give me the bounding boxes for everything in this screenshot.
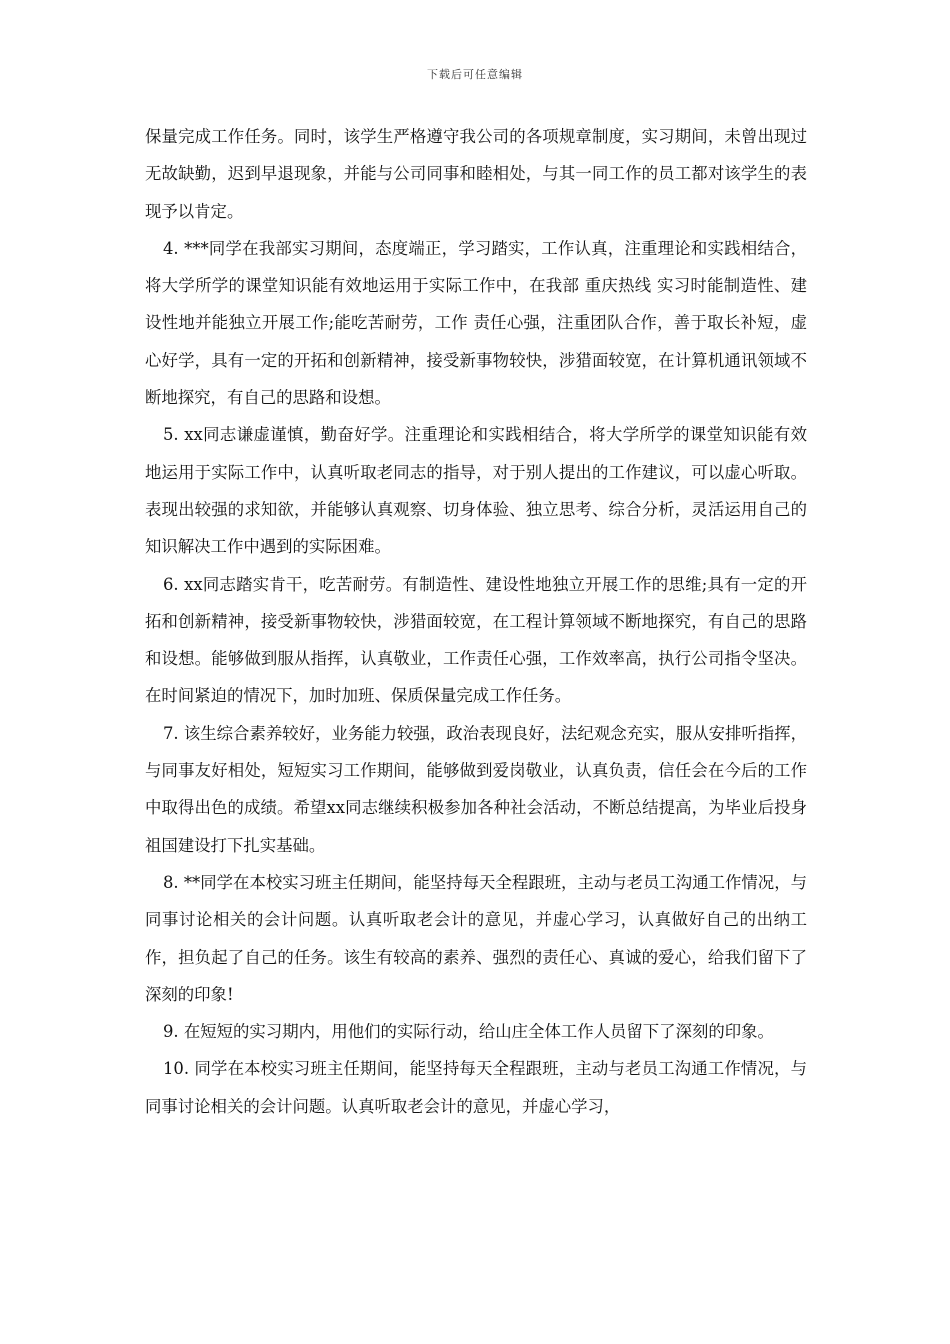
paragraph-item-10: 10. 同学在本校实习班主任期间，能坚持每天全程跟班，主动与老员工沟通工作情况，与同事讨论相关的会计问题。认真听取老会计的意见，并虚心学习， bbox=[145, 1059, 807, 1116]
paragraph-continuation: 保量完成工作任务。同时，该学生严格遵守我公司的各项规章制度，实习期间，未曾出现过无故缺勤，迟到早退现象，并能与公司同事和睦相处，与其一同工作的员工都对该学生的表现予以肯定。 bbox=[145, 127, 807, 221]
paragraph-item-9: 9. 在短短的实习期内，用他们的实际行动，给山庄全体工作人员留下了深刻的印象。 bbox=[163, 1022, 774, 1042]
paragraph-item-7: 7. 该生综合素养较好，业务能力较强，政治表现良好，法纪观念充实，服从安排听指挥，与同事友好相处，短短实习工作期间，能够做到爱岗敬业，认真负责，信任会在今后的工作中取得出色的成绩。希望xx同志继续积极参加各种社会活动，不断总结提高，为毕业后投身祖国建设打下扎实基础。 bbox=[145, 723, 807, 855]
paragraph-item-5: 5. xx同志谦虚谨慎，勤奋好学。注重理论和实践相结合，将大学所学的课堂知识能有效地运用于实际工作中，认真听取老同志的指导，对于别人提出的工作建议，可以虚心听取。表现出较强的求知欲，并能够认真观察、切身体验、独立思考、综合分析，灵活运用自己的知识解决工作中遇到的实际困难。 bbox=[145, 425, 807, 557]
document-body bbox=[145, 118, 807, 1125]
paragraph-item-4: 4. ***同学在我部实习期间，态度端正，学习踏实，工作认真，注重理论和实践相结合，将大学所学的课堂知识能有效地运用于实际工作中，在我部 重庆热线 实习时能制造性、建设性地并能独立开展工作;能吃苦耐劳，工作 责任心强，注重团队合作，善于取长补短，虚心好学，具有一定的开拓和创新精神，接受新事物较快，涉猎面较宽，在计算机通讯领域不断地探究，有自己的思路和设想。 bbox=[145, 238, 807, 408]
paragraph-item-6: 6. xx同志踏实肯干，吃苦耐劳。有制造性、建设性地独立开展工作的思维;具有一定的开拓和创新精神，接受新事物较快，涉猎面较宽，在工程计算领域不断地探究，有自己的思路和设想。能够做到服从指挥，认真敬业，工作责任心强，工作效率高，执行公司指令坚决。在时间紧迫的情况下，加时加班、保质保量完成工作任务。 bbox=[145, 574, 807, 706]
paragraph-item-8: 8. **同学在本校实习班主任期间，能坚持每天全程跟班，主动与老员工沟通工作情况，与同事讨论相关的会计问题。认真听取老会计的意见，并虚心学习，认真做好自己的出纳工作，担负起了自己的任务。该生有较高的素养、强烈的责任心、真诚的爱心，给我们留下了深刻的印象! bbox=[145, 872, 807, 1004]
page-header-note: 下载后可任意编辑 bbox=[427, 68, 523, 81]
